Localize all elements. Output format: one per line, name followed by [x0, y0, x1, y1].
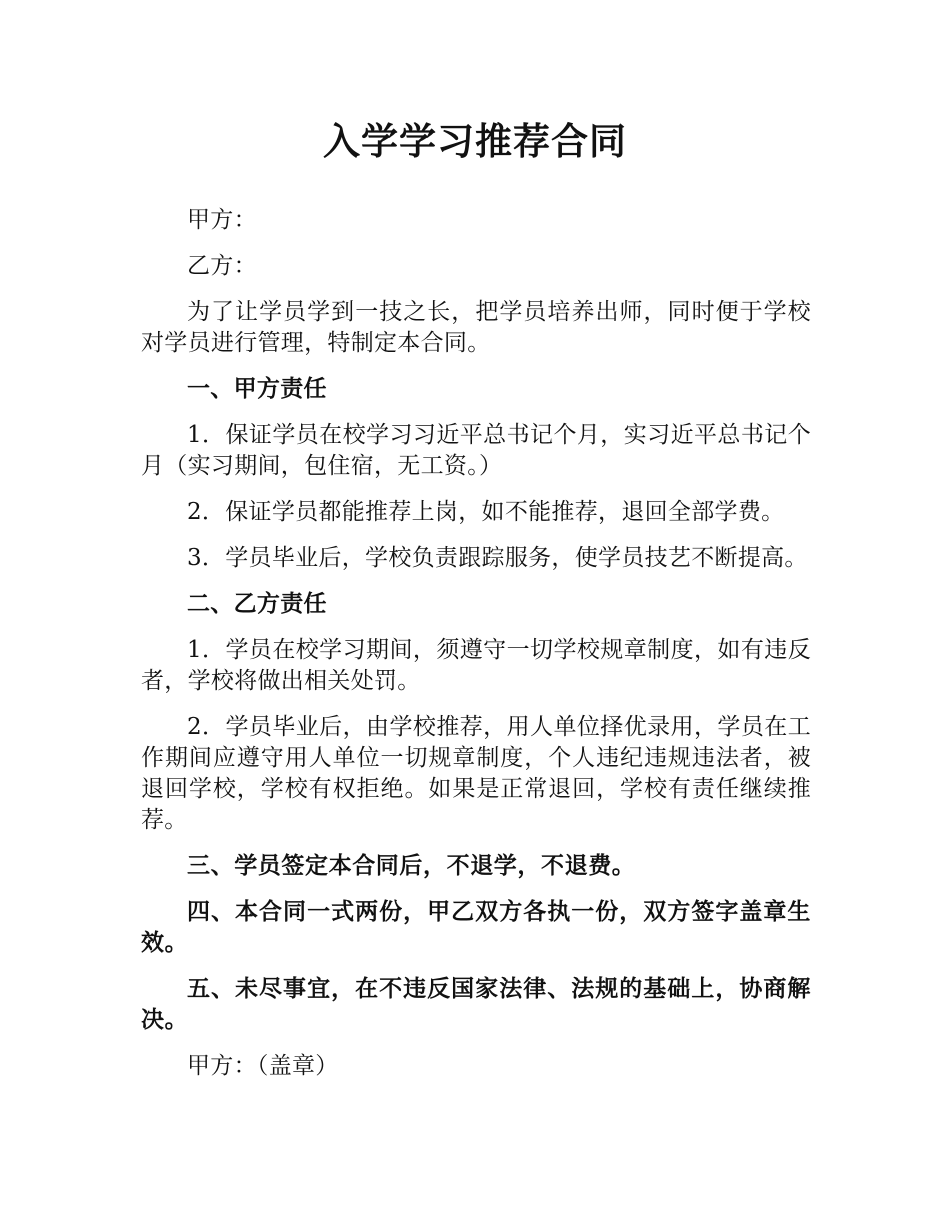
section2-item-2: 2．学员毕业后，由学校推荐，用人单位择优录用，学员在工作期间应遵守用人单位一切规章制度，个人违纪违规违法者，被退回学校，学校有权拒绝。如果是正常退回，学校有责任继续推荐。	[141, 714, 811, 833]
clause-4: 四、本合同一式两份，甲乙双方各执一份，双方签字盖章生效。	[141, 899, 811, 956]
section1-heading: 一、甲方责任	[187, 376, 327, 402]
party-b-label: 乙方：	[187, 253, 257, 279]
intro-paragraph: 为了让学员学到一技之长，把学员培养出师，同时便于学校对学员进行管理，特制定本合同。	[141, 299, 811, 356]
document-body	[141, 205, 811, 1097]
document-title: 入学学习推荐合同	[323, 120, 627, 163]
signature-line: 甲方：（盖章）	[187, 1053, 339, 1079]
section1-item-2: 2．保证学员都能推荐上岗，如不能推荐，退回全部学费。	[187, 499, 785, 525]
party-a-label: 甲方：	[187, 207, 257, 233]
section1-item-1: 1．保证学员在校学习习近平总书记个月，实习近平总书记个月（实习期间，包住宿，无工资。）	[141, 422, 811, 479]
section2-item-1: 1．学员在校学习期间，须遵守一切学校规章制度，如有违反者，学校将做出相关处罚。	[141, 637, 811, 694]
clause-3: 三、学员签定本合同后，不退学，不退费。	[187, 853, 636, 879]
clause-5: 五、未尽事宜，在不违反国家法律、法规的基础上，协商解决。	[141, 976, 811, 1033]
section2-heading: 二、乙方责任	[187, 591, 327, 617]
section1-item-3: 3．学员毕业后，学校负责跟踪服务，使学员技艺不断提高。	[187, 545, 808, 571]
